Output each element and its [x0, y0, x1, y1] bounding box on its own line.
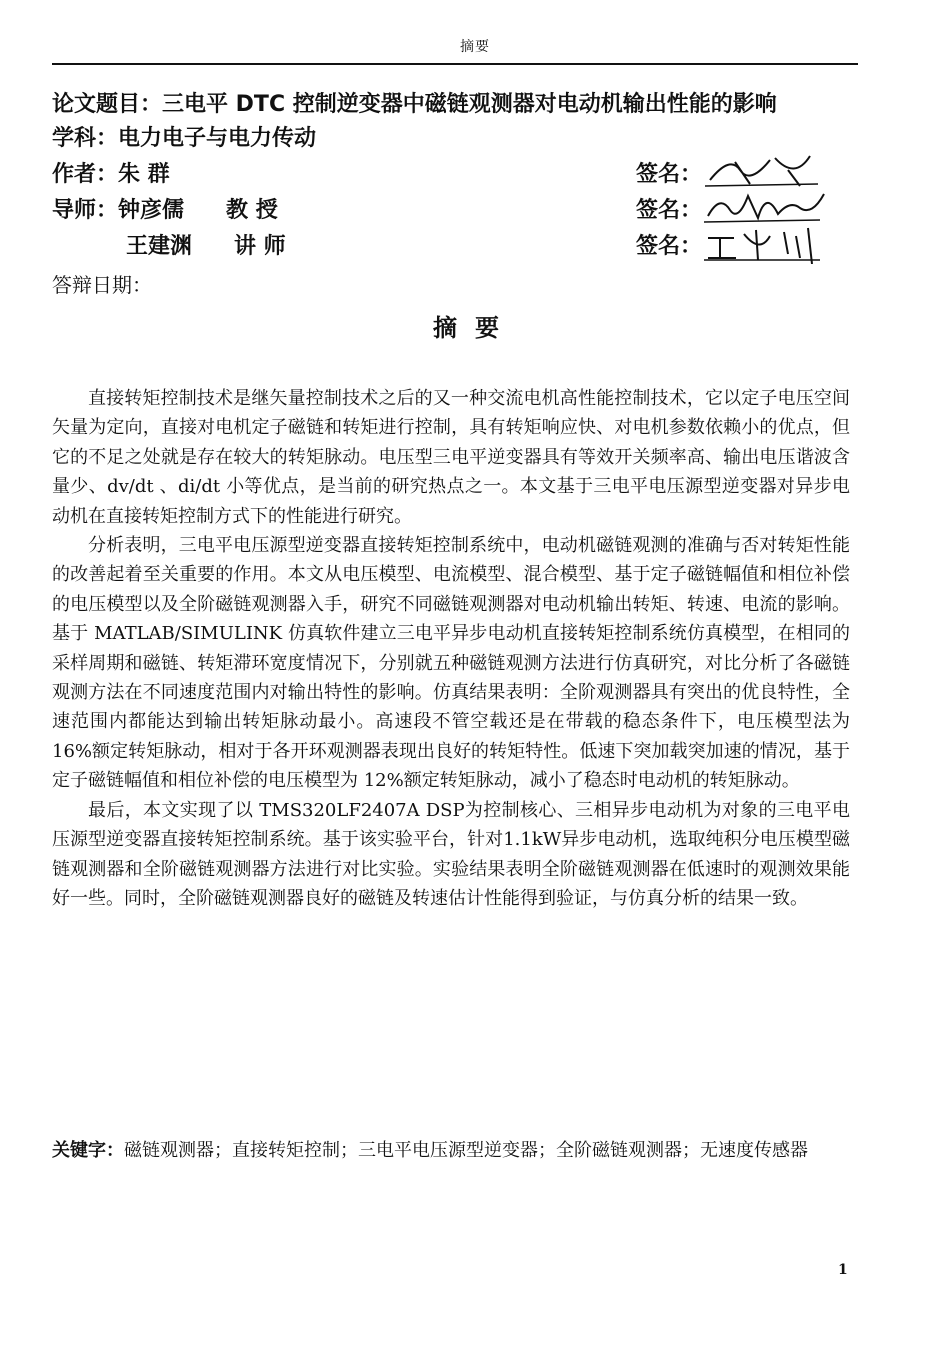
supervisor-title-2: 讲 师 — [234, 234, 286, 259]
keywords — [52, 1136, 852, 1165]
header-rule — [52, 63, 858, 65]
supervisor-signature-1 — [700, 186, 830, 226]
supervisor-title-1: 教 授 — [226, 198, 278, 223]
supervisor-signature-label-2: 签名： — [636, 234, 703, 259]
abstract-paragraph-1: 直接转矩控制技术是继矢量控制技术之后的又一种交流电机高性能控制技术，它以定子电压空间矢量为定向，直接对电机定子磁链和转矩进行控制，具有转矩响应快、对电机参数依赖小的优点，但它的不足之处就是存在较大的转矩脉动。电压型三电平逆变器具有等效开关频率高、输出电压谐波含量少、dv/dt 、di/dt 小等优点，是当前的研究热点之一。本文基于三电平电压源型逆变器对异步电动机在直接转矩控制方式下的性能进行研究。 — [52, 388, 850, 527]
supervisor-label: 导师： — [52, 198, 119, 223]
supervisor-name-2: 王建渊 — [126, 234, 193, 259]
abstract-paragraph-2: 分析表明，三电平电压源型逆变器直接转矩控制系统中，电动机磁链观测的准确与否对转矩性能的改善起着至关重要的作用。本文从电压模型、电流模型、混合模型、基于定子磁链幅值和相位补偿的电压模型以及全阶磁链观测器入手，研究不同磁链观测器对电动机输出转矩、转速、电流的影响。基于 MATLAB/SIMULINK 仿真软件建立三电平异步电动机直接转矩控制系统仿真模型，在相同的采样周期和磁链、转矩滞环宽度情况下，分别就五种磁链观测方法进行仿真研究，对比分析了各磁链观测方法在不同速度范围内对输出特性的影响。仿真结果表明：全阶观测器具有突出的优良特性，全速范围内都能达到输出转矩脉动最小。高速段不管空载还是在带载的稳态条件下，电压模型法为 16%额定转矩脉动，相对于各开环观测器表现出良好的转矩特性。低速下突加载突加速的情况，基于定子磁链幅值和相位补偿的电压模型为 12%额定转矩脉动，减小了稳态时电动机的转矩脉动。 — [52, 535, 850, 792]
running-header: 摘要 — [460, 39, 490, 55]
thesis-title-line — [52, 90, 777, 120]
author-line — [52, 160, 170, 190]
subject-label: 学科： — [52, 126, 119, 151]
subject-value: 电力电子与电力传动 — [118, 126, 317, 151]
page-number: 1 — [838, 1262, 848, 1278]
author-signature — [700, 150, 830, 190]
abstract-body — [52, 384, 850, 913]
subject-line — [52, 124, 316, 154]
supervisor-line-2 — [126, 232, 286, 262]
author-name: 朱 群 — [118, 162, 170, 187]
abstract-paragraph-3: 最后，本文实现了以 TMS320LF2407A DSP为控制核心、三相异步电动机为对象的三电平电压源型逆变器直接转矩控制系统。基于该实验平台，针对1.1kW异步电动机，选取纯积分电压模型磁链观测器和全阶磁链观测器方法进行对比实验。实验结果表明全阶磁链观测器在低速时的观测效果能好一些。同时，全阶磁链观测器良好的磁链及转速估计性能得到验证，与仿真分析的结果一致。 — [52, 799, 850, 909]
supervisor-signature-label-1: 签名： — [636, 198, 703, 223]
author-label: 作者： — [52, 162, 119, 187]
author-signature-label: 签名： — [636, 162, 703, 187]
keywords-list: 磁链观测器；直接转矩控制；三电平电压源型逆变器；全阶磁链观测器；无速度传感器 — [124, 1140, 808, 1161]
abstract-heading: 摘要 — [433, 314, 517, 342]
keywords-label: 关键字： — [52, 1140, 124, 1161]
supervisor-line-1 — [52, 196, 278, 226]
thesis-title-label: 论文题目： — [52, 92, 163, 117]
defense-date-label: 答辩日期： — [52, 273, 152, 297]
thesis-title: 三电平 DTC 控制逆变器中磁链观测器对电动机输出性能的影响 — [162, 92, 777, 117]
supervisor-name-1: 钟彦儒 — [118, 198, 185, 223]
supervisor-signature-2 — [700, 224, 830, 264]
